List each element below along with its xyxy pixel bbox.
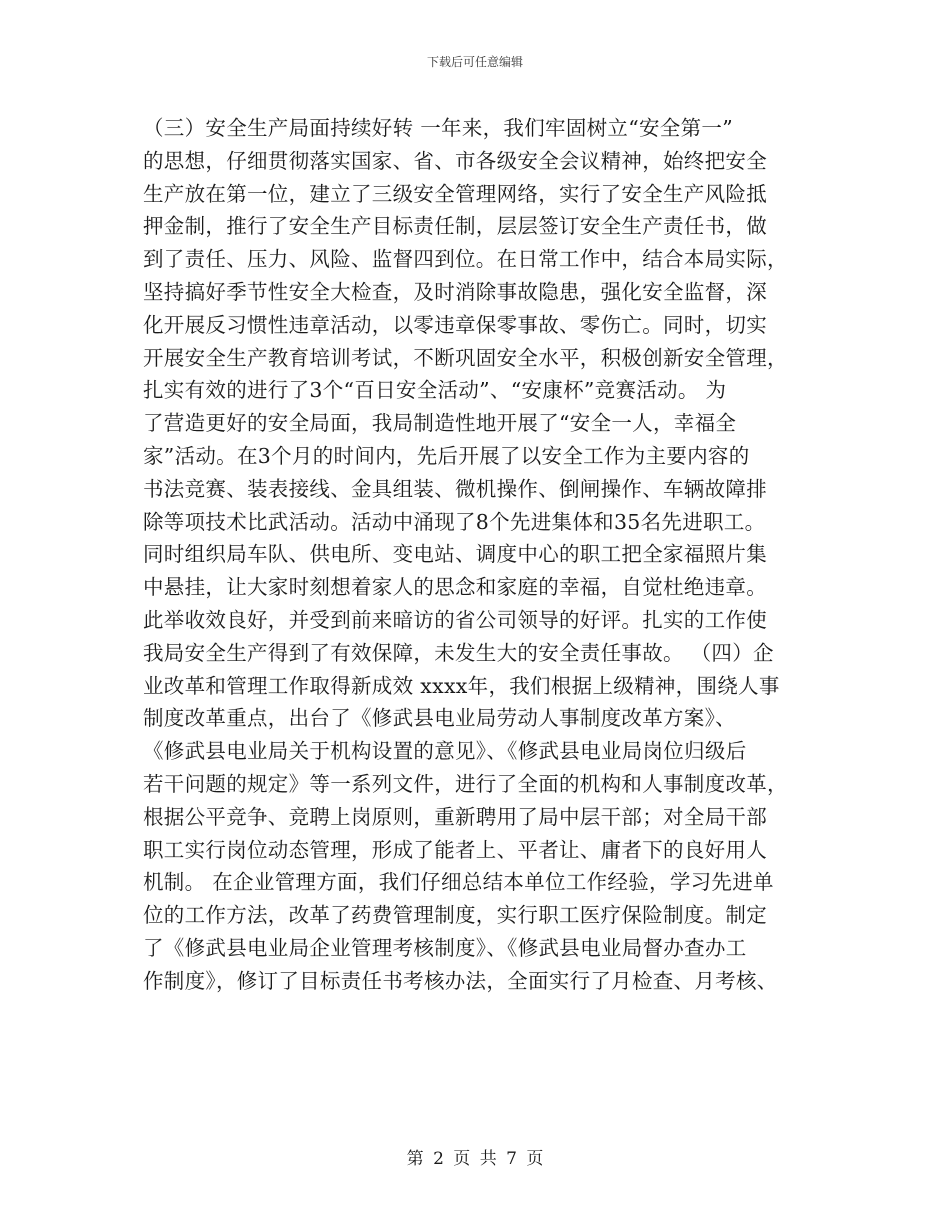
text-line: 坚持搞好季节性安全大检查，及时消除事故隐患，强化安全监督，深 (143, 279, 767, 304)
text-line: 了《修武县电业局企业管理考核制度》、《修武县电业局督办查办工 (143, 935, 747, 960)
text-line: 生产放在第一位，建立了三级安全管理网络，实行了安全生产风险抵 (143, 181, 767, 206)
text-line: 根据公平竞争、竞聘上岗原则，重新聘用了局中层干部；对全局干部 (143, 804, 767, 829)
text-line: 若干问题的规定》等一系列文件，进行了全面的机构和人事制度改革， (143, 771, 788, 796)
text-line: 制度改革重点，出台了《修武县电业局劳动人事制度改革方案》、 (143, 706, 736, 731)
document-body (143, 112, 823, 998)
text-line: 同时组织局车队、供电所、变电站、调度中心的职工把全家福照片集 (143, 542, 767, 567)
text-line: 位的工作方法，改革了药费管理制度，实行职工医疗保险制度。制定 (143, 903, 767, 928)
text-line: 中悬挂，让大家时刻想着家人的思念和家庭的幸福，自觉杜绝违章。 (143, 575, 767, 600)
text-line: 押金制，推行了安全生产目标责任制，层层签订安全生产责任书，做 (143, 214, 767, 239)
text-line: 开展安全生产教育培训考试，不断巩固安全水平，积极创新安全管理， (143, 345, 788, 370)
text-line: 机制。 在企业管理方面，我们仔细总结本单位工作经验，学习先进单 (143, 870, 774, 895)
text-line: 书法竞赛、装表接线、金具组装、微机操作、倒闸操作、车辆故障排 (143, 476, 767, 501)
text-line: 到了责任、压力、风险、监督四到位。在日常工作中，结合本局实际， (143, 247, 788, 272)
text-line: 我局安全生产得到了有效保障，未发生大的安全责任事故。 （四）企 (143, 640, 774, 665)
text-line: 《修武县电业局关于机构设置的意见》、《修武县电业局岗位归级后 (143, 739, 747, 764)
text-line: 了营造更好的安全局面，我局制造性地开展了“安全一人，幸福全 (143, 411, 737, 436)
page-header-note: 下载后可任意编辑 (426, 55, 523, 69)
text-line: 职工实行岗位动态管理，形成了能者上、平者让、庸者下的良好用人 (143, 837, 767, 862)
text-line: 的思想，仔细贯彻落实国家、省、市各级安全会议精神，始终把安全 (143, 148, 767, 173)
text-line: 作制度》，修订了目标责任书考核办法，全面实行了月检查、月考核、 (143, 968, 778, 993)
text-line: （三）安全生产局面持续好转 一年来，我们牢固树立“安全第一” (143, 116, 733, 140)
text-line: 此举收效良好，并受到前来暗访的省公司领导的好评。扎实的工作使 (143, 607, 767, 632)
page-number-footer: 第 2 页 共 7 页 (406, 1149, 544, 1169)
text-line: 家”活动。在3个月的时间内，先后开展了以安全工作为主要内容的 (143, 443, 750, 468)
text-line: 扎实有效的进行了3个“百日安全活动”、“安康杯”竞赛活动。 为 (143, 378, 727, 403)
text-line: 业改革和管理工作取得新成效 xxxx年，我们根据上级精神，围绕人事 (143, 673, 780, 698)
text-line: 化开展反习惯性违章活动，以零违章保零事故、零伤亡。同时，切实 (143, 312, 767, 337)
text-line: 除等项技术比武活动。活动中涌现了8个先进集体和35名先进职工。 (143, 509, 766, 534)
